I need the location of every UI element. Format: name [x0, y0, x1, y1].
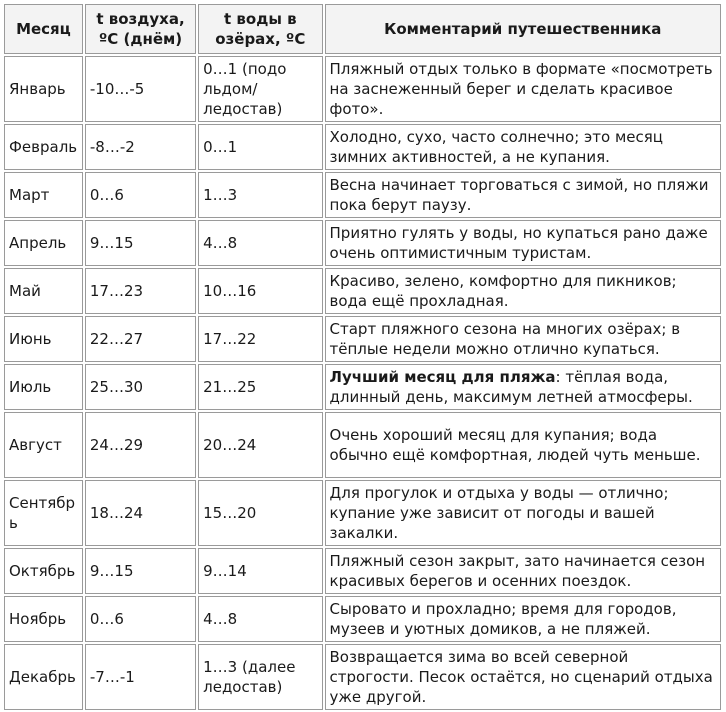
comment-text: Возвращается зима во всей северной строгости. Песок остаётся, но сценарий отдыха уже другой.	[329, 648, 713, 706]
month-cell: Февраль	[4, 124, 83, 170]
table-row	[4, 548, 721, 594]
water-temp-cell: 10…16	[198, 268, 322, 314]
month-cell: Апрель	[4, 220, 83, 266]
air-temp-cell: 25…30	[85, 364, 196, 410]
month-cell: Июль	[4, 364, 83, 410]
header-comment: Комментарий путешественника	[325, 4, 721, 54]
comment-cell	[325, 596, 721, 642]
header-water-temp: t воды в озёрах, ºC	[198, 4, 322, 54]
air-temp-cell: -7…-1	[85, 644, 196, 710]
comment-text: Очень хороший месяц для купания; вода обычно ещё комфортная, людей чуть меньше.	[329, 426, 701, 464]
header-air-temp: t воздуха, ºC (днём)	[85, 4, 196, 54]
comment-highlight: Лучший месяц для пляжа	[329, 368, 556, 386]
table-row	[4, 412, 721, 478]
month-cell: Декабрь	[4, 644, 83, 710]
comment-cell	[325, 172, 721, 218]
month-cell: Август	[4, 412, 83, 478]
comment-text: Старт пляжного сезона на многих озёрах; в тёплые недели можно отлично купаться.	[329, 320, 681, 358]
climate-table	[2, 2, 723, 712]
water-temp-cell: 15…20	[198, 480, 322, 546]
month-cell: Январь	[4, 56, 83, 122]
comment-text: Для прогулок и отдыха у воды — отлично; купание уже зависит от погоды и вашей закалки.	[329, 484, 669, 542]
table-row	[4, 268, 721, 314]
water-temp-cell: 1…3 (далее ледостав)	[198, 644, 322, 710]
water-temp-cell: 9…14	[198, 548, 322, 594]
comment-text: Пляжный сезон закрыт, зато начинается сезон красивых берегов и осенних поездок.	[329, 552, 706, 590]
water-temp-cell: 17…22	[198, 316, 322, 362]
month-cell: Ноябрь	[4, 596, 83, 642]
table-row	[4, 316, 721, 362]
table-row	[4, 56, 721, 122]
comment-cell	[325, 316, 721, 362]
table-row	[4, 364, 721, 410]
air-temp-cell: 0…6	[85, 172, 196, 218]
water-temp-cell: 4…8	[198, 220, 322, 266]
comment-text: Приятно гулять у воды, но купаться рано даже очень оптимистичным туристам.	[329, 224, 708, 262]
comment-cell	[325, 644, 721, 710]
month-cell: Октябрь	[4, 548, 83, 594]
table-row	[4, 124, 721, 170]
water-temp-cell: 0…1 (подо льдом/ ледостав)	[198, 56, 322, 122]
water-temp-cell: 1…3	[198, 172, 322, 218]
air-temp-cell: 9…15	[85, 548, 196, 594]
water-temp-cell: 4…8	[198, 596, 322, 642]
comment-cell	[325, 480, 721, 546]
air-temp-cell: 18…24	[85, 480, 196, 546]
comment-text: Весна начинает торговаться с зимой, но пляжи пока берут паузу.	[329, 176, 709, 214]
air-temp-cell: 24…29	[85, 412, 196, 478]
table-row	[4, 220, 721, 266]
comment-text: Сыровато и прохладно; время для городов, музеев и уютных домиков, а не пляжей.	[329, 600, 677, 638]
air-temp-cell: 9…15	[85, 220, 196, 266]
header-row	[4, 4, 721, 54]
table-row	[4, 596, 721, 642]
comment-cell	[325, 412, 721, 478]
comment-text: Красиво, зелено, комфортно для пикников; вода ещё прохладная.	[329, 272, 677, 310]
header-month: Месяц	[4, 4, 83, 54]
air-temp-cell: -10…-5	[85, 56, 196, 122]
month-cell: Сентябрь	[4, 480, 83, 546]
comment-cell	[325, 548, 721, 594]
month-cell: Май	[4, 268, 83, 314]
comment-cell	[325, 364, 721, 410]
comment-text: Пляжный отдых только в формате «посмотреть на заснеженный берег и сделать красивое фото».	[329, 60, 713, 118]
water-temp-cell: 20…24	[198, 412, 322, 478]
water-temp-cell: 0…1	[198, 124, 322, 170]
water-temp-cell: 21…25	[198, 364, 322, 410]
air-temp-cell: 0…6	[85, 596, 196, 642]
table-row	[4, 172, 721, 218]
comment-cell	[325, 268, 721, 314]
comment-text: Холодно, сухо, часто солнечно; это месяц зимних активностей, а не купания.	[329, 128, 663, 166]
comment-cell	[325, 56, 721, 122]
month-cell: Июнь	[4, 316, 83, 362]
table-row	[4, 480, 721, 546]
air-temp-cell: 17…23	[85, 268, 196, 314]
comment-cell	[325, 124, 721, 170]
table-row	[4, 644, 721, 710]
air-temp-cell: -8…-2	[85, 124, 196, 170]
air-temp-cell: 22…27	[85, 316, 196, 362]
month-cell: Март	[4, 172, 83, 218]
comment-cell	[325, 220, 721, 266]
comment-text: : тёплая вода, длинный день, максимум летней атмосферы.	[329, 368, 693, 406]
